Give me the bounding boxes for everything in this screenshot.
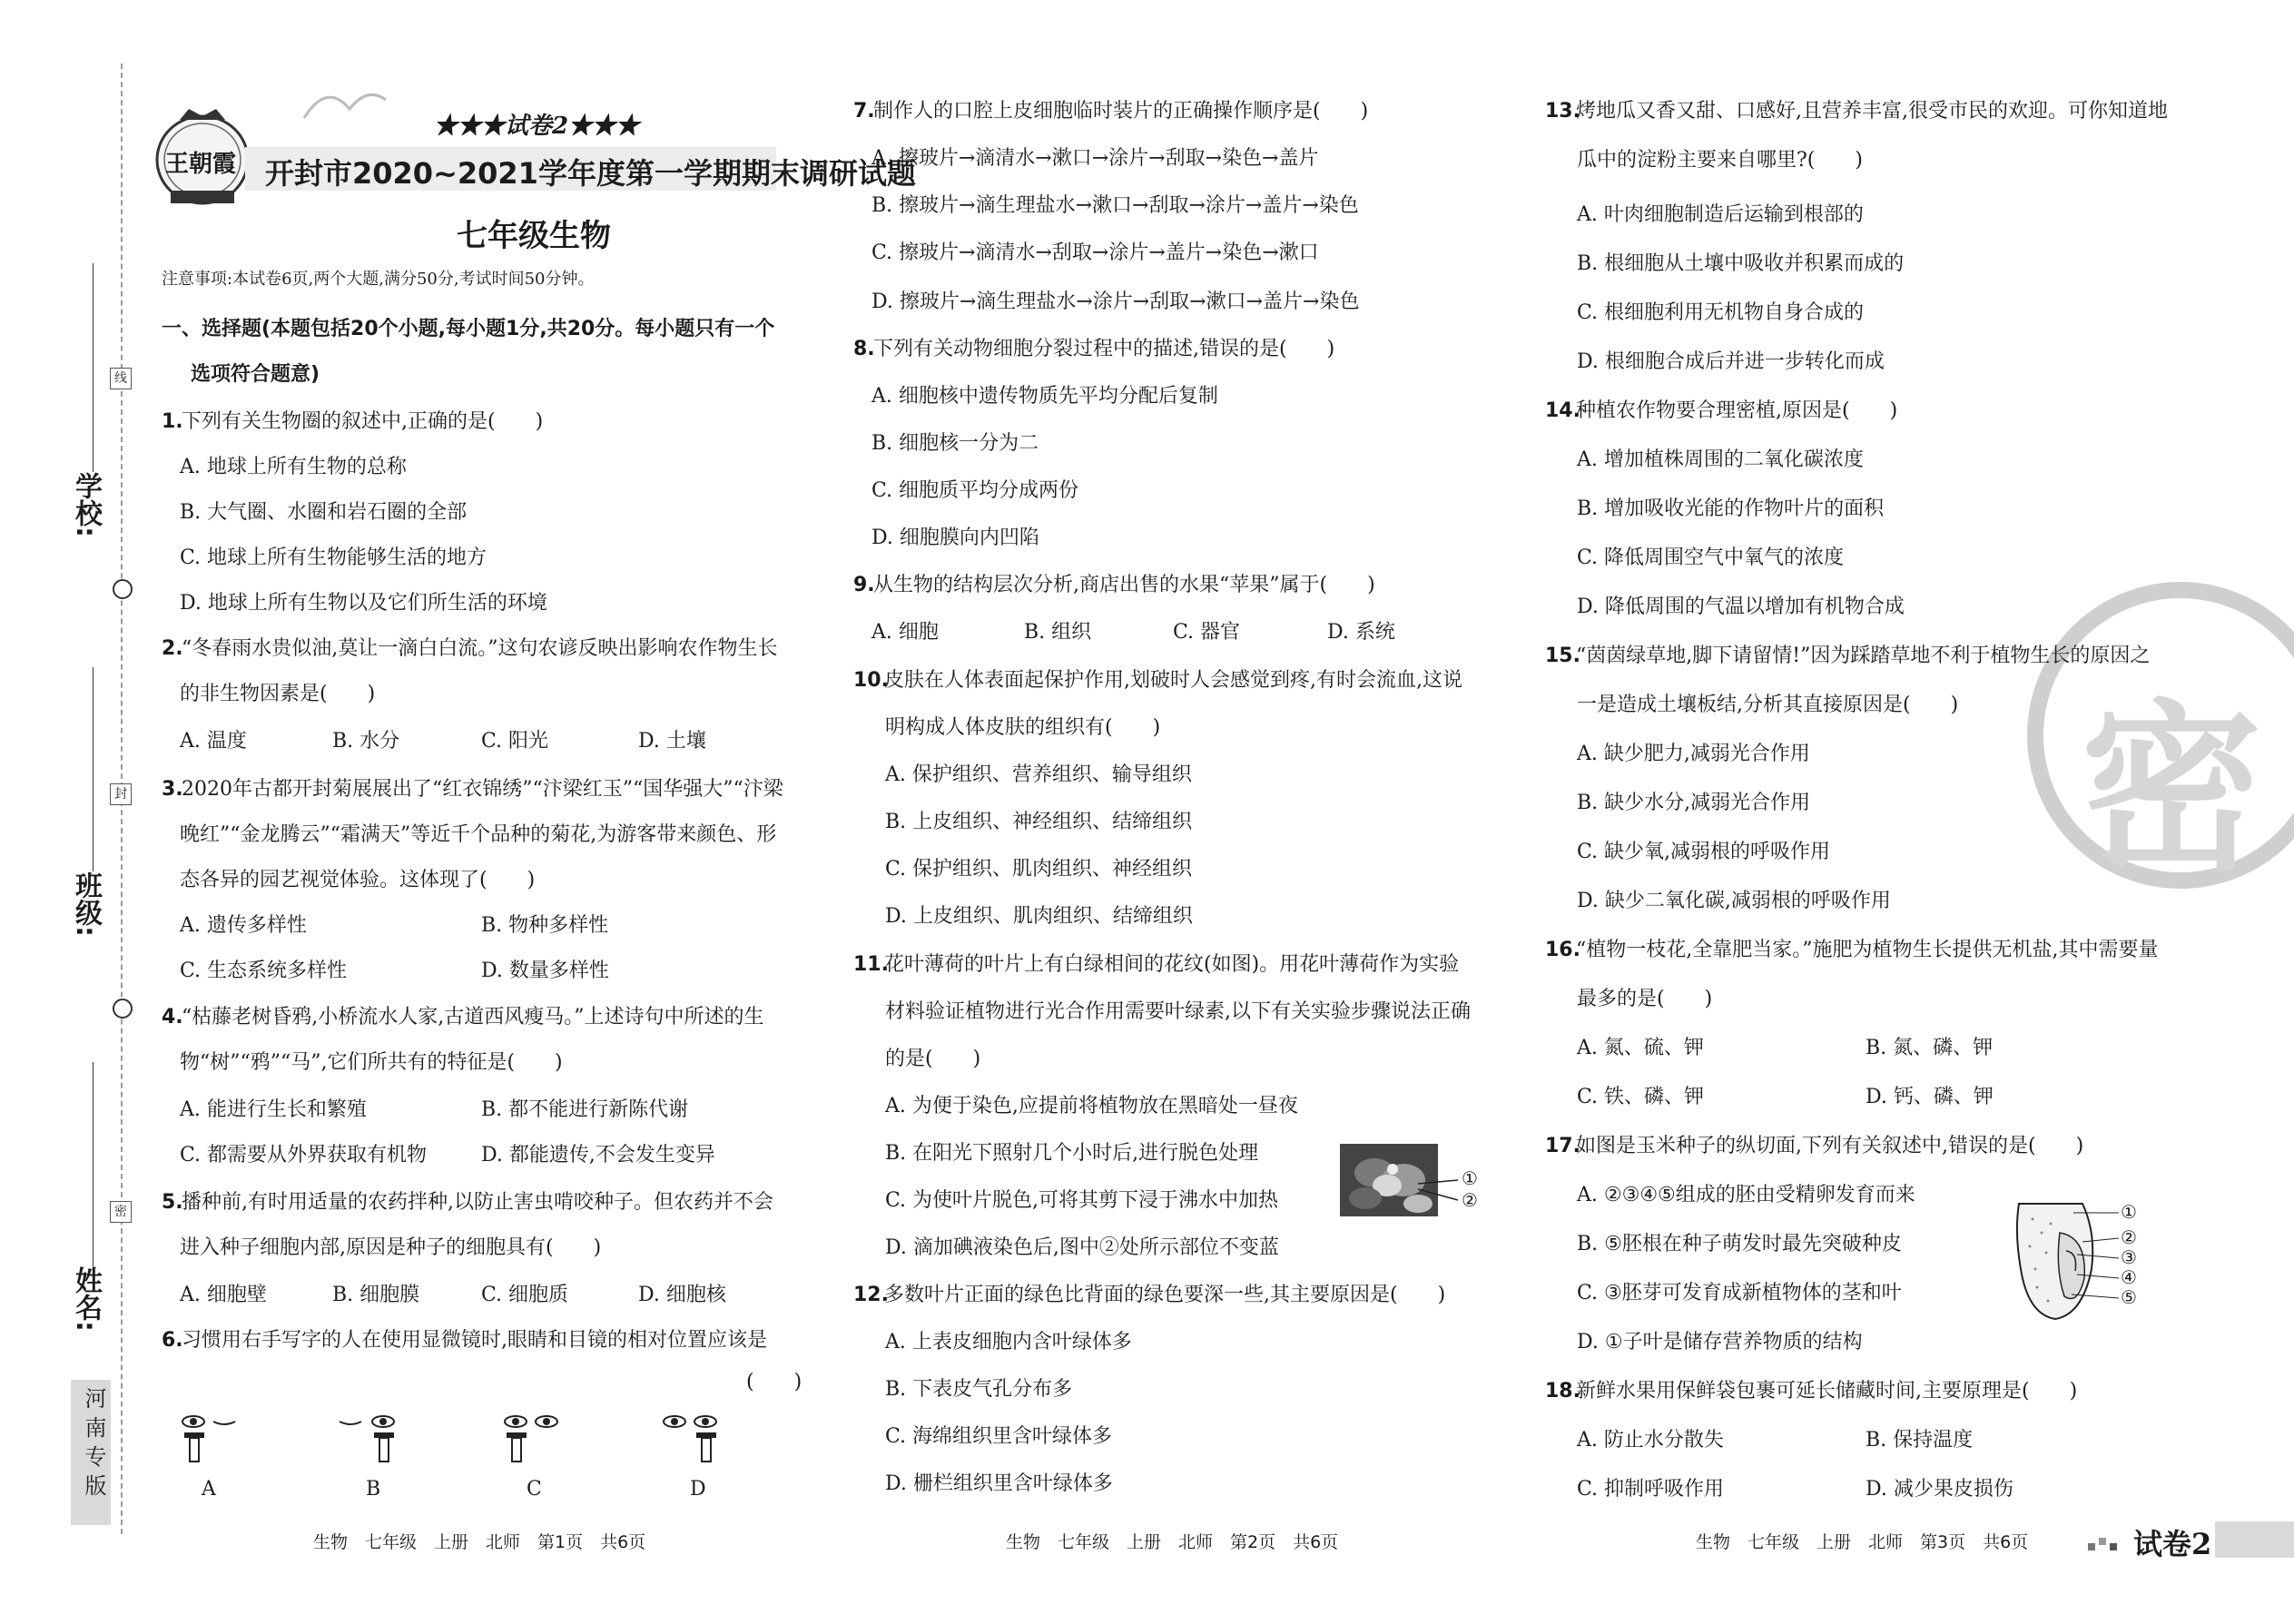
option: C. 都需要从外界获取有机物 xyxy=(180,1144,428,1166)
option: A. 缺少肥力,减弱光合作用 xyxy=(1577,743,1810,765)
class-blank xyxy=(93,667,94,871)
corn-seed-diagram xyxy=(2010,1196,2119,1324)
option: D. 细胞核 xyxy=(638,1284,726,1306)
option: B. 细胞核一分为二 xyxy=(871,432,1039,455)
school-label: 学校: xyxy=(70,472,102,537)
name-label: 姓名: xyxy=(70,1266,102,1332)
option: B. 根细胞从土壤中吸收并积累而成的 xyxy=(1577,252,1905,275)
option: A. 氮、硫、钾 xyxy=(1577,1037,1704,1059)
eye-diagram-d xyxy=(658,1412,731,1467)
option: D. 降低周围的气温以增加有机物合成 xyxy=(1577,595,1905,618)
option: C. 擦玻片→滴清水→刮取→涂片→盖片→染色→漱口 xyxy=(871,241,1319,264)
option: B. ⑤胚根在种子萌发时最先突破种皮 xyxy=(1577,1233,1902,1255)
option: D. 栅栏组织里含叶绿体多 xyxy=(885,1472,1113,1495)
subject-title: 七年级生物 xyxy=(457,218,611,254)
option: D. 减少果皮损伤 xyxy=(1866,1478,2013,1501)
eye-diagram-c xyxy=(499,1412,572,1467)
logo-text: 王朝霞 xyxy=(165,151,237,178)
option: A. 细胞壁 xyxy=(180,1284,267,1306)
option: C. 保护组织、肌肉组织、神经组织 xyxy=(885,858,1193,881)
option: C. 细胞质平均分成两份 xyxy=(871,479,1079,502)
seed-label: ⑤ xyxy=(2121,1286,2137,1308)
name-blank xyxy=(93,1062,94,1266)
leaf-label: ② xyxy=(1462,1189,1478,1211)
margin-dot-2 xyxy=(113,999,133,1019)
option: C. 降低周围空气中氧气的浓度 xyxy=(1577,546,1845,569)
option: A. 细胞 xyxy=(871,621,939,644)
seed-label: ② xyxy=(2121,1226,2137,1248)
option: A. 温度 xyxy=(180,730,247,753)
eye-diagram-b xyxy=(336,1412,409,1467)
option: B. 组织 xyxy=(1024,621,1092,644)
option: D. 擦玻片→滴生理盐水→涂片→刮取→漱口→盖片→染色 xyxy=(871,290,1360,313)
seal-secret: 密 xyxy=(110,1201,132,1223)
option: C. ③胚芽可发育成新植物体的茎和叶 xyxy=(1577,1282,1902,1304)
option: D. 上皮组织、肌肉组织、结缔组织 xyxy=(885,905,1193,928)
seal-line: 线 xyxy=(110,368,132,389)
option: D. 系统 xyxy=(1327,621,1395,644)
option: C. 铁、磷、钾 xyxy=(1577,1086,1705,1108)
option: A. 能进行生长和繁殖 xyxy=(180,1098,367,1121)
seal-seal: 封 xyxy=(110,783,132,805)
option: C. 细胞质 xyxy=(481,1284,569,1306)
option: D. 细胞膜向内凹陷 xyxy=(871,527,1039,549)
class-label: 班级: xyxy=(70,871,102,937)
option: B. 都不能进行新陈代谢 xyxy=(481,1098,689,1121)
option: B. 在阳光下照射几个小时后,进行脱色处理 xyxy=(885,1142,1259,1165)
option: D. 土壤 xyxy=(638,730,706,753)
section-heading: 一、选择题(本题包括20个小题,每小题1分,共20分。每小题只有一个 xyxy=(162,318,775,340)
option: D. 地球上所有生物以及它们所生活的环境 xyxy=(180,592,547,615)
option: B. 缺少水分,减弱光合作用 xyxy=(1577,792,1811,814)
option: A. 擦玻片→滴清水→漱口→涂片→刮取→染色→盖片 xyxy=(871,147,1319,170)
option: A. 保护组织、营养组织、输导组织 xyxy=(885,763,1192,786)
option: B. 氮、磷、钾 xyxy=(1866,1037,1994,1059)
option: A. ②③④⑤组成的胚由受精卵发育而来 xyxy=(1577,1184,1915,1206)
corner-bar xyxy=(2215,1521,2294,1558)
option: A. 上表皮细胞内含叶绿体多 xyxy=(885,1331,1132,1353)
exam-notice: 注意事项:本试卷6页,两个大题,满分50分,考试时间50分钟。 xyxy=(162,270,595,289)
margin-dot-1 xyxy=(113,579,133,599)
option: D. 数量多样性 xyxy=(481,960,609,982)
option: B. 擦玻片→滴生理盐水→漱口→刮取→涂片→盖片→染色 xyxy=(871,194,1359,217)
option: C. 根细胞利用无机物自身合成的 xyxy=(1577,301,1865,324)
option: A. 细胞核中遗传物质先平均分配后复制 xyxy=(871,385,1218,408)
option: A. 为便于染色,应提前将植物放在黑暗处一昼夜 xyxy=(885,1095,1298,1117)
option-label: C xyxy=(527,1478,542,1501)
option: A. 遗传多样性 xyxy=(180,914,307,937)
seed-label: ① xyxy=(2121,1201,2137,1223)
option: D. 钙、磷、钾 xyxy=(1866,1086,1994,1108)
ribbon-decoration xyxy=(300,82,390,127)
option: C. 海绵组织里含叶绿体多 xyxy=(885,1425,1113,1448)
seed-label: ③ xyxy=(2121,1246,2137,1268)
section-heading-cont: 选项符合题意) xyxy=(191,363,320,386)
option: B. 物种多样性 xyxy=(481,914,609,937)
option: B. 大气圈、水圈和岩石圈的全部 xyxy=(180,501,468,524)
option: B. 下表皮气孔分布多 xyxy=(885,1378,1073,1401)
option: C. 地球上所有生物能够生活的地方 xyxy=(180,546,487,569)
option: D. 滴加碘液染色后,图中②处所示部位不变蓝 xyxy=(885,1236,1279,1259)
option: A. 地球上所有生物的总称 xyxy=(180,456,407,478)
leaf-label: ① xyxy=(1462,1167,1478,1189)
option: C. 阳光 xyxy=(481,730,549,753)
exam-title: 开封市2020~2021学年度第一学期期末调研试题 xyxy=(265,156,916,191)
seed-label: ④ xyxy=(2121,1266,2137,1288)
option-label: D xyxy=(690,1478,706,1501)
option: A. 防止水分散失 xyxy=(1577,1429,1724,1452)
option: C. 缺少氧,减弱根的呼吸作用 xyxy=(1577,841,1831,863)
option: D. 缺少二氧化碳,减弱根的呼吸作用 xyxy=(1577,890,1891,912)
option: B. 上皮组织、神经组织、结缔组织 xyxy=(885,811,1193,833)
watermark-seal: 密 xyxy=(2026,581,2294,890)
option: C. 抑制呼吸作用 xyxy=(1577,1478,1725,1501)
logo-badge xyxy=(153,102,252,209)
series-label: ★★★试卷2★★★ xyxy=(434,113,640,140)
option: D. ①子叶是储存营养物质的结构 xyxy=(1577,1331,1863,1353)
option: D. 根细胞合成后并进一步转化而成 xyxy=(1577,350,1885,373)
school-blank xyxy=(93,263,94,472)
option-label: A xyxy=(202,1478,216,1501)
option: B. 水分 xyxy=(332,730,400,753)
option: B. 细胞膜 xyxy=(332,1284,420,1306)
option: B. 保持温度 xyxy=(1866,1429,1974,1452)
leaf-label-lines xyxy=(1416,1171,1462,1207)
option: C. 器官 xyxy=(1173,621,1241,644)
corner-label: 试卷2 xyxy=(2133,1527,2212,1561)
option: A. 叶肉细胞制造后运输到根部的 xyxy=(1577,203,1864,226)
footer-page-1: 生物 七年级 上册 北师 第1页 共6页 xyxy=(313,1532,646,1552)
footer-page-3: 生物 七年级 上册 北师 第3页 共6页 xyxy=(1696,1532,2029,1552)
eye-diagram-a xyxy=(177,1412,250,1467)
option: C. 为使叶片脱色,可将其剪下浸于沸水中加热 xyxy=(885,1189,1279,1212)
option: D. 都能遗传,不会发生变异 xyxy=(481,1144,715,1166)
option: B. 增加吸收光能的作物叶片的面积 xyxy=(1577,497,1885,520)
option-label: B xyxy=(366,1478,381,1501)
corner-decoration xyxy=(2088,1532,2124,1552)
option: A. 增加植株周围的二氧化碳浓度 xyxy=(1577,448,1864,471)
footer-page-2: 生物 七年级 上册 北师 第2页 共6页 xyxy=(1006,1532,1339,1552)
option: C. 生态系统多样性 xyxy=(180,960,348,982)
edition-label: 河南专版 xyxy=(81,1387,106,1503)
